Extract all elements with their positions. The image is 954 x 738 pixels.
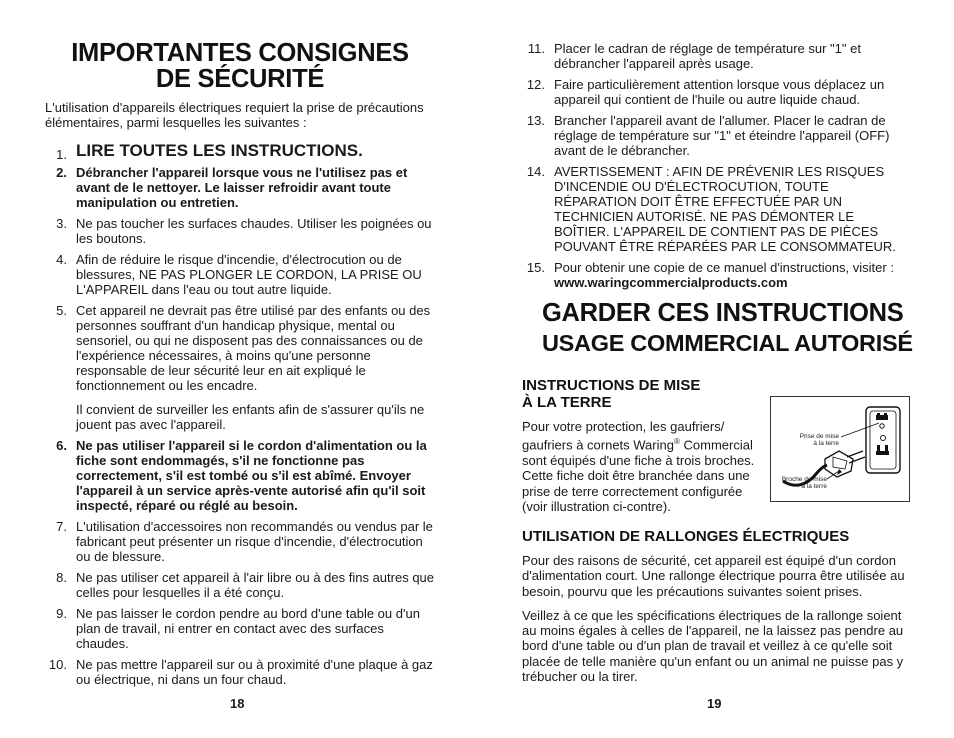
website-link[interactable]: www.waringcommercialproducts.com xyxy=(554,275,788,290)
item-text: Ne pas utiliser cet appareil à l'air libre ou à des fins autres que celles pour lesquelles il a été conçu. xyxy=(76,570,435,600)
grounding-title-line-1: INSTRUCTIONS DE MISE xyxy=(522,377,701,394)
list-item xyxy=(45,165,437,210)
registered-mark: ® xyxy=(673,437,680,447)
extension-paragraph-2: Veillez à ce que les spécifications électriques de la rallonge soient au moins égales à celles de l'appareil, ne la laissez pas pendre au bord d'une table ou d'un plan de travail et veillez à ce qu'elle soit placée de telle manière qu'un enfant ou un animal ne puisse pas y trébucher ou la tirer. xyxy=(522,607,904,685)
item-number: 2. xyxy=(56,165,67,180)
grounding-text xyxy=(522,419,764,514)
item-number: 12. xyxy=(526,77,545,92)
list-item xyxy=(523,41,913,71)
list-item xyxy=(523,164,913,254)
extension-paragraph-1: Pour des raisons de sécurité, cet appareil est équipé d'un cordon d'alimentation court. Une rallonge électrique pourra être utilisée au besoin, pourvu que les précautions suivantes soient prises. xyxy=(522,553,905,599)
item-number: 5. xyxy=(56,303,67,318)
item-number: 7. xyxy=(56,519,67,534)
pin-caption-line-1: Broche de mise xyxy=(781,476,827,483)
item-text-continued: Il convient de surveiller les enfants afin de s'assurer qu'ils ne jouent pas avec l'appareil. xyxy=(76,402,425,432)
list-item xyxy=(45,216,437,246)
item-number: 9. xyxy=(56,606,67,621)
item-number: 1. xyxy=(56,147,67,162)
item-number: 10. xyxy=(48,657,67,672)
list-item xyxy=(45,606,437,651)
list-item xyxy=(523,113,913,158)
pin-caption-line-2: à la terre xyxy=(801,483,827,490)
outlet-caption-line-2: à la terre xyxy=(813,440,839,447)
keep-instructions-heading xyxy=(542,298,922,358)
grounding-text-b: Commercial sont équipés d'une fiche à trois broches. Cette fiche doit être branchée dans une prise de terre correctement configurée (voir illustration ci-contre). xyxy=(522,437,755,514)
item-text: L'utilisation d'accessoires non recommandés ou vendus par le fabricant peut présenter un risque d'incendie, d'électrocution ou de blessure. xyxy=(76,519,433,564)
item-text: LIRE TOUTES LES INSTRUCTIONS. xyxy=(76,141,363,160)
title-line-1: IMPORTANTES CONSIGNES xyxy=(71,39,409,67)
item-text: Placer le cadran de réglage de température sur "1" et débrancher l'appareil après usage. xyxy=(554,41,861,71)
list-item xyxy=(523,77,913,107)
item-text: AVERTISSEMENT : AFIN DE PRÉVENIR LES RISQUES D'INCENDIE OU D'ÉLECTROCUTION, TOUTE RÉPARATION DOIT ÊTRE EFFECTUÉE PAR UN TECHNICIEN AUTORISÉ. NE PAS DÉMONTER LE BOÎTIER. L'APPAREIL DE CONTIENT PAS DE PIÈCES POUVANT ÊTRE RÉPARÉES PAR LE CONSOMMATEUR. xyxy=(554,164,896,254)
item-text: Ne pas laisser le cordon pendre au bord d'une table ou d'un plan de travail, ni entrer en contact avec des surfaces chaudes. xyxy=(76,606,420,651)
item-text: Faire particulièrement attention lorsque vous déplacez un appareil qui contient de l'huile ou autre liquide chaud. xyxy=(554,77,885,107)
item-text: Cet appareil ne devrait pas être utilisé par des enfants ou des personnes souffrant d'un handicap physique, mental ou sensoriel, ou qui ne disposent pas des connaissances ou de l'expérience nécessaires, à moins qu'une personne responsable de leur sécurité leur en ait expliqué le fonctionnement ou les encadre. xyxy=(76,303,431,393)
item-text: Pour obtenir une copie de ce manuel d'instructions, visiter : xyxy=(554,260,894,275)
title-line-2: DE SÉCURITÉ xyxy=(155,65,325,93)
list-item xyxy=(45,303,437,432)
item-number: 8. xyxy=(56,570,67,585)
safety-list-right xyxy=(523,41,913,296)
item-number: 6. xyxy=(56,438,67,453)
safety-list-left xyxy=(45,141,437,693)
page-title xyxy=(45,40,435,92)
item-text: Ne pas mettre l'appareil sur ou à proximité d'une plaque à gaz ou électrique, ni dans un four chaud. xyxy=(76,657,433,687)
grounding-title-line-2: À LA TERRE xyxy=(522,394,612,411)
item-number: 3. xyxy=(56,216,67,231)
item-text: Débrancher l'appareil lorsque vous ne l'utilisez pas et avant de le nettoyer. Le laisser refroidir avant toute manipulation ou entretien. xyxy=(76,165,408,210)
list-item xyxy=(523,260,913,290)
page-number-right: 19 xyxy=(707,696,722,711)
item-number: 11. xyxy=(527,41,545,56)
grounded-outlet-illustration xyxy=(770,396,910,502)
list-item xyxy=(45,519,437,564)
item-text: Brancher l'appareil avant de l'allumer. Placer le cadran de réglage de température sur "1" et éteindre l'appareil (OFF) avant de le débrancher. xyxy=(554,113,890,158)
outlet-caption-line-1: Prise de mise xyxy=(799,433,839,440)
page-number-left: 18 xyxy=(230,696,245,711)
list-item xyxy=(45,438,437,513)
list-item xyxy=(45,570,437,600)
extension-cord-title: UTILISATION DE RALLONGES ÉLECTRIQUES xyxy=(522,528,850,545)
extension-cord-text xyxy=(522,553,910,693)
item-text: Ne pas utiliser l'appareil si le cordon d'alimentation ou la fiche sont endommagés, s'il ne fonctionne pas correctement, s'il est tombé ou s'il est abîmé. Envoyer l'appareil à un service après-vente autorisé afin qu'il soit inspecté, réparé ou réglé au besoin. xyxy=(76,438,427,513)
item-number: 4. xyxy=(56,252,67,267)
grounding-text-a: Pour votre protection, les gaufriers/ gaufriers à cornets Waring xyxy=(522,419,725,453)
list-item xyxy=(45,657,437,687)
list-item xyxy=(45,252,437,297)
outlet-plug-drawing xyxy=(771,397,909,501)
grounding-title xyxy=(522,377,762,411)
item-number: 15. xyxy=(526,260,545,275)
item-text: Ne pas toucher les surfaces chaudes. Utiliser les poignées ou les boutons. xyxy=(76,216,432,246)
item-number: 13. xyxy=(526,113,545,128)
heading-line-2: USAGE COMMERCIAL AUTORISÉ xyxy=(542,330,913,356)
intro-text: L'utilisation d'appareils électriques requiert la prise de précautions élémentaires, parmi lesquelles les suivantes : xyxy=(45,100,424,130)
item-number: 14. xyxy=(526,164,545,179)
list-item xyxy=(45,141,437,161)
heading-line-1: GARDER CES INSTRUCTIONS xyxy=(542,299,904,327)
item-text: Afin de réduire le risque d'incendie, d'électrocution ou de blessures, NE PAS PLONGER LE CORDON, LA PRISE OU L'APPAREIL dans l'eau ou tout autre liquide. xyxy=(76,252,422,297)
